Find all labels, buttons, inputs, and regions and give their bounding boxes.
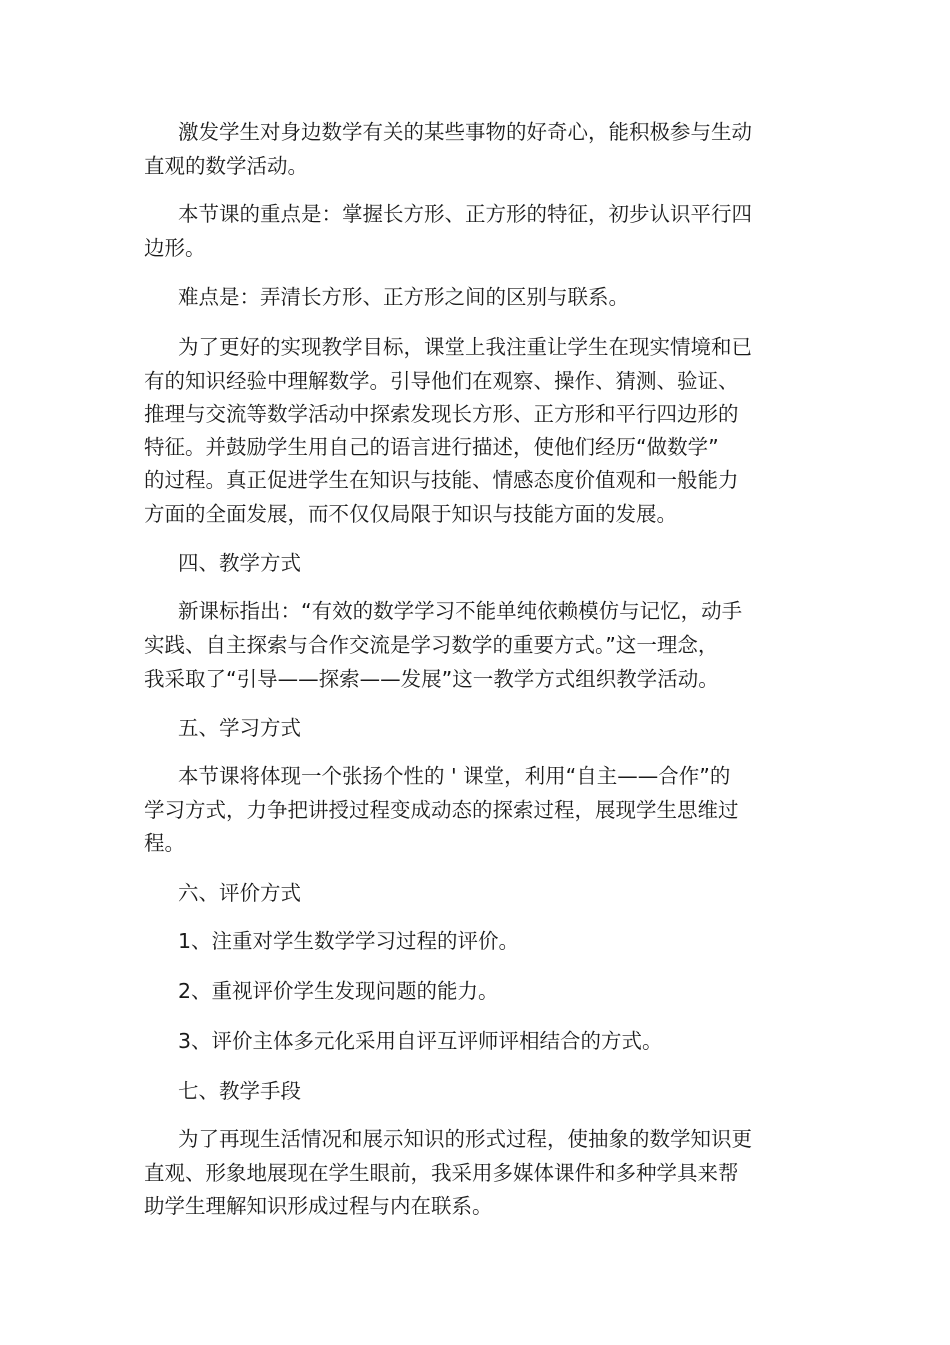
text-line: 四、教学方式 <box>178 551 301 575</box>
text-line: 激发学生对身边数学有关的某些事物的好奇心，能积极参与生动 <box>178 120 752 144</box>
text-line: 边形。 <box>144 236 206 260</box>
text-line: 方面的全面发展，而不仅仅局限于知识与技能方面的发展。 <box>144 502 677 526</box>
text-line: 本节课将体现一个张扬个性的 ' 课堂，利用“自主——合作”的 <box>178 764 731 788</box>
text-line: 五、学习方式 <box>178 716 301 740</box>
text-line: 助学生理解知识形成过程与内在联系。 <box>144 1194 493 1218</box>
text-line: 1、注重对学生数学学习过程的评价。 <box>178 929 520 953</box>
text-line: 为了更好的实现教学目标，课堂上我注重让学生在现实情境和已 <box>178 335 752 359</box>
text-line: 我采取了“引导——探索——发展”这一教学方式组织教学活动。 <box>144 667 719 691</box>
text-line: 学习方式，力争把讲授过程变成动态的探索过程，展现学生思维过 <box>144 798 739 822</box>
text-line: 七、教学手段 <box>178 1079 301 1103</box>
text-line: 实践、自主探索与合作交流是学习数学的重要方式。”这一理念， <box>144 633 719 657</box>
text-line: 有的知识经验中理解数学。引导他们在观察、操作、猜测、验证、 <box>144 369 739 393</box>
text-line: 程。 <box>144 831 185 855</box>
text-line: 难点是：弄清长方形、正方形之间的区别与联系。 <box>178 285 629 309</box>
text-line: 新课标指出：“有效的数学学习不能单纯依赖模仿与记忆，动手 <box>178 599 743 623</box>
text-line: 直观、形象地展现在学生眼前，我采用多媒体课件和多种学具来帮 <box>144 1161 739 1185</box>
text-line: 为了再现生活情况和展示知识的形式过程，使抽象的数学知识更 <box>178 1127 752 1151</box>
text-line: 特征。并鼓励学生用自己的语言进行描述，使他们经历“做数学” <box>144 435 719 459</box>
text-line: 的过程。真正促进学生在知识与技能、情感态度价值观和一般能力 <box>144 468 739 492</box>
text-line: 直观的数学活动。 <box>144 154 308 178</box>
text-line: 本节课的重点是：掌握长方形、正方形的特征，初步认识平行四 <box>178 202 752 226</box>
text-line: 六、评价方式 <box>178 881 301 905</box>
text-line: 2、重视评价学生发现问题的能力。 <box>178 979 499 1003</box>
text-line: 3、评价主体多元化采用自评互评师评相结合的方式。 <box>178 1029 663 1053</box>
text-line: 推理与交流等数学活动中探索发现长方形、正方形和平行四边形的 <box>144 402 739 426</box>
